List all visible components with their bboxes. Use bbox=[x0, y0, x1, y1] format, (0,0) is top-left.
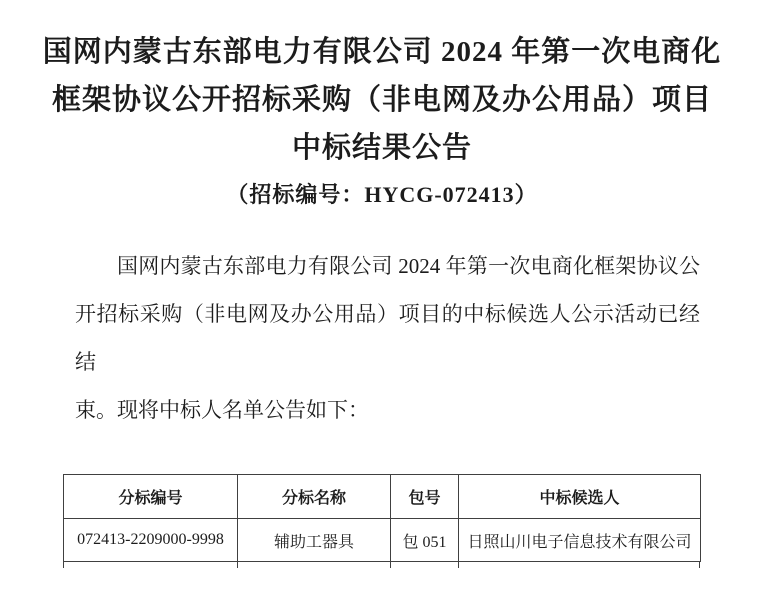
stub-cell bbox=[237, 562, 390, 568]
header-cell-package: 包号 bbox=[391, 475, 459, 519]
document-title bbox=[0, 0, 764, 172]
cell-lot-code: 072413-2209000-9998 bbox=[64, 519, 238, 562]
table-row bbox=[64, 519, 701, 562]
cell-lot-name: 辅助工器具 bbox=[238, 519, 391, 562]
paragraph-line-1: 国网内蒙古东部电力有限公司 2024 年第一次电商化框架协议公 bbox=[117, 254, 700, 278]
next-row-clipped-stub bbox=[63, 562, 700, 568]
tender-number-subtitle: （招标编号：HYCG-072413） bbox=[226, 182, 538, 207]
stub-cell bbox=[63, 562, 237, 568]
table-header-row bbox=[64, 475, 701, 519]
title-line-3: 中标结果公告 bbox=[291, 132, 472, 164]
paragraph-line-3: 束。现将中标人名单公告如下： bbox=[75, 398, 369, 422]
header-cell-lot-name: 分标名称 bbox=[238, 475, 391, 519]
cell-winner: 日照山川电子信息技术有限公司 bbox=[459, 519, 701, 562]
announcement-paragraph bbox=[75, 242, 700, 434]
header-cell-winner: 中标候选人 bbox=[459, 475, 701, 519]
cell-package: 包 051 bbox=[391, 519, 459, 562]
header-cell-lot-code: 分标编号 bbox=[64, 475, 238, 519]
title-line-2: 框架协议公开招标采购（非电网及办公用品）项目 bbox=[51, 84, 712, 116]
stub-cell bbox=[390, 562, 458, 568]
stub-cell bbox=[458, 562, 700, 568]
title-line-1: 国网内蒙古东部电力有限公司 2024 年第一次电商化 bbox=[42, 36, 722, 68]
paragraph-line-2: 开招标采购（非电网及办公用品）项目的中标候选人公示活动已经结 bbox=[75, 302, 700, 374]
winning-bidder-table bbox=[63, 474, 701, 562]
